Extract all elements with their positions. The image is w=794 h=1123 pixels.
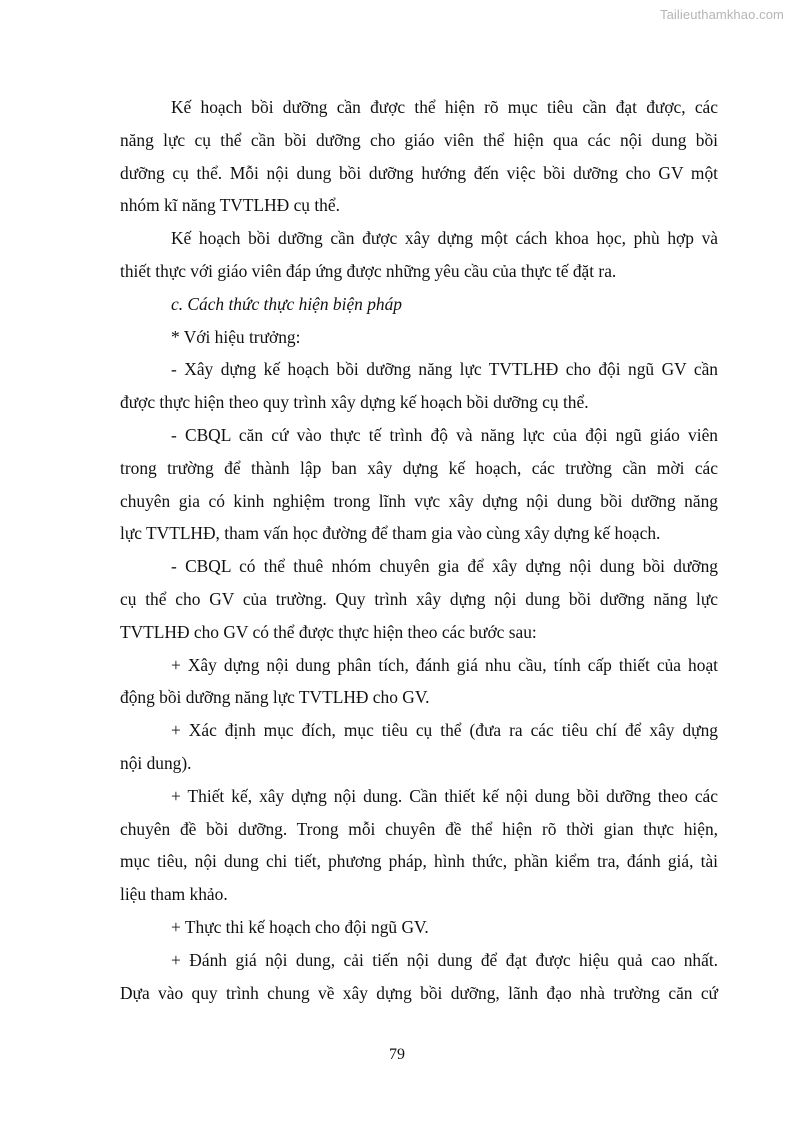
text-line: trong trường để thành lập ban xây dựng kế hoạch, các trường cần mời các xyxy=(120,457,718,478)
text-line: * Với hiệu trưởng: xyxy=(171,326,301,347)
text-line: Dựa vào quy trình chung về xây dựng bồi dưỡng, lãnh đạo nhà trường căn cứ xyxy=(120,982,718,1003)
text-line: nhóm kĩ năng TVTLHĐ cụ thể. xyxy=(120,195,340,216)
document-body xyxy=(120,91,718,1009)
text-line: chuyên đề bồi dưỡng. Trong mỗi chuyên đề thể hiện rõ thời gian thực hiện, xyxy=(120,818,718,839)
text-line: Kế hoạch bồi dưỡng cần được thể hiện rõ mục tiêu cần đạt được, các xyxy=(171,97,718,117)
text-line: lực TVTLHĐ, tham vấn học đường để tham gia vào cùng xây dựng kế hoạch. xyxy=(120,523,661,544)
page-number: 79 xyxy=(389,1046,405,1063)
text-line: thiết thực với giáo viên đáp ứng được những yêu cầu của thực tế đặt ra. xyxy=(120,260,617,281)
section-heading: c. Cách thức thực hiện biện pháp xyxy=(171,293,402,314)
text-line: liệu tham khảo. xyxy=(120,884,228,905)
text-line: nội dung). xyxy=(120,752,192,773)
text-line: chuyên gia có kinh nghiệm trong lĩnh vực xây dựng nội dung bồi dưỡng năng xyxy=(120,490,718,511)
watermark-text: Tailieuthamkhao.com xyxy=(659,7,784,22)
text-line: + Thực thi kế hoạch cho đội ngũ GV. xyxy=(171,916,429,937)
text-line: mục tiêu, nội dung chi tiết, phương pháp, hình thức, phần kiểm tra, đánh giá, tài xyxy=(120,851,718,872)
text-line: Kế hoạch bồi dưỡng cần được xây dựng một cách khoa học, phù hợp và xyxy=(171,228,718,249)
text-line: động bồi dưỡng năng lực TVTLHĐ cho GV. xyxy=(120,687,430,708)
text-line: - CBQL có thể thuê nhóm chuyên gia để xây dựng nội dung bồi dưỡng xyxy=(171,556,718,577)
text-line: TVTLHĐ cho GV có thể được thực hiện theo các bước sau: xyxy=(120,621,537,642)
text-line: + Xác định mục đích, mục tiêu cụ thể (đưa ra các tiêu chí để xây dựng xyxy=(171,720,718,741)
text-line: dưỡng cụ thể. Mỗi nội dung bồi dưỡng hướng đến việc bồi dưỡng cho GV một xyxy=(120,162,718,183)
text-line: + Thiết kế, xây dựng nội dung. Cần thiết kế nội dung bồi dưỡng theo các xyxy=(171,785,718,806)
text-line: - Xây dựng kế hoạch bồi dưỡng năng lực TVTLHĐ cho đội ngũ GV cần xyxy=(171,359,718,380)
text-line: cụ thể cho GV của trường. Quy trình xây dựng nội dung bồi dưỡng năng lực xyxy=(120,588,718,609)
text-line: + Đánh giá nội dung, cải tiến nội dung để đạt được hiệu quả cao nhất. xyxy=(171,949,718,970)
text-line: được thực hiện theo quy trình xây dựng kế hoạch bồi dưỡng cụ thể. xyxy=(120,392,589,413)
text-line: năng lực cụ thể cần bồi dưỡng cho giáo viên thể hiện qua các nội dung bồi xyxy=(120,129,718,150)
text-line: - CBQL căn cứ vào thực tế trình độ và năng lực của đội ngũ giáo viên xyxy=(171,424,718,445)
text-line: + Xây dựng nội dung phân tích, đánh giá nhu cầu, tính cấp thiết của hoạt xyxy=(171,654,718,675)
